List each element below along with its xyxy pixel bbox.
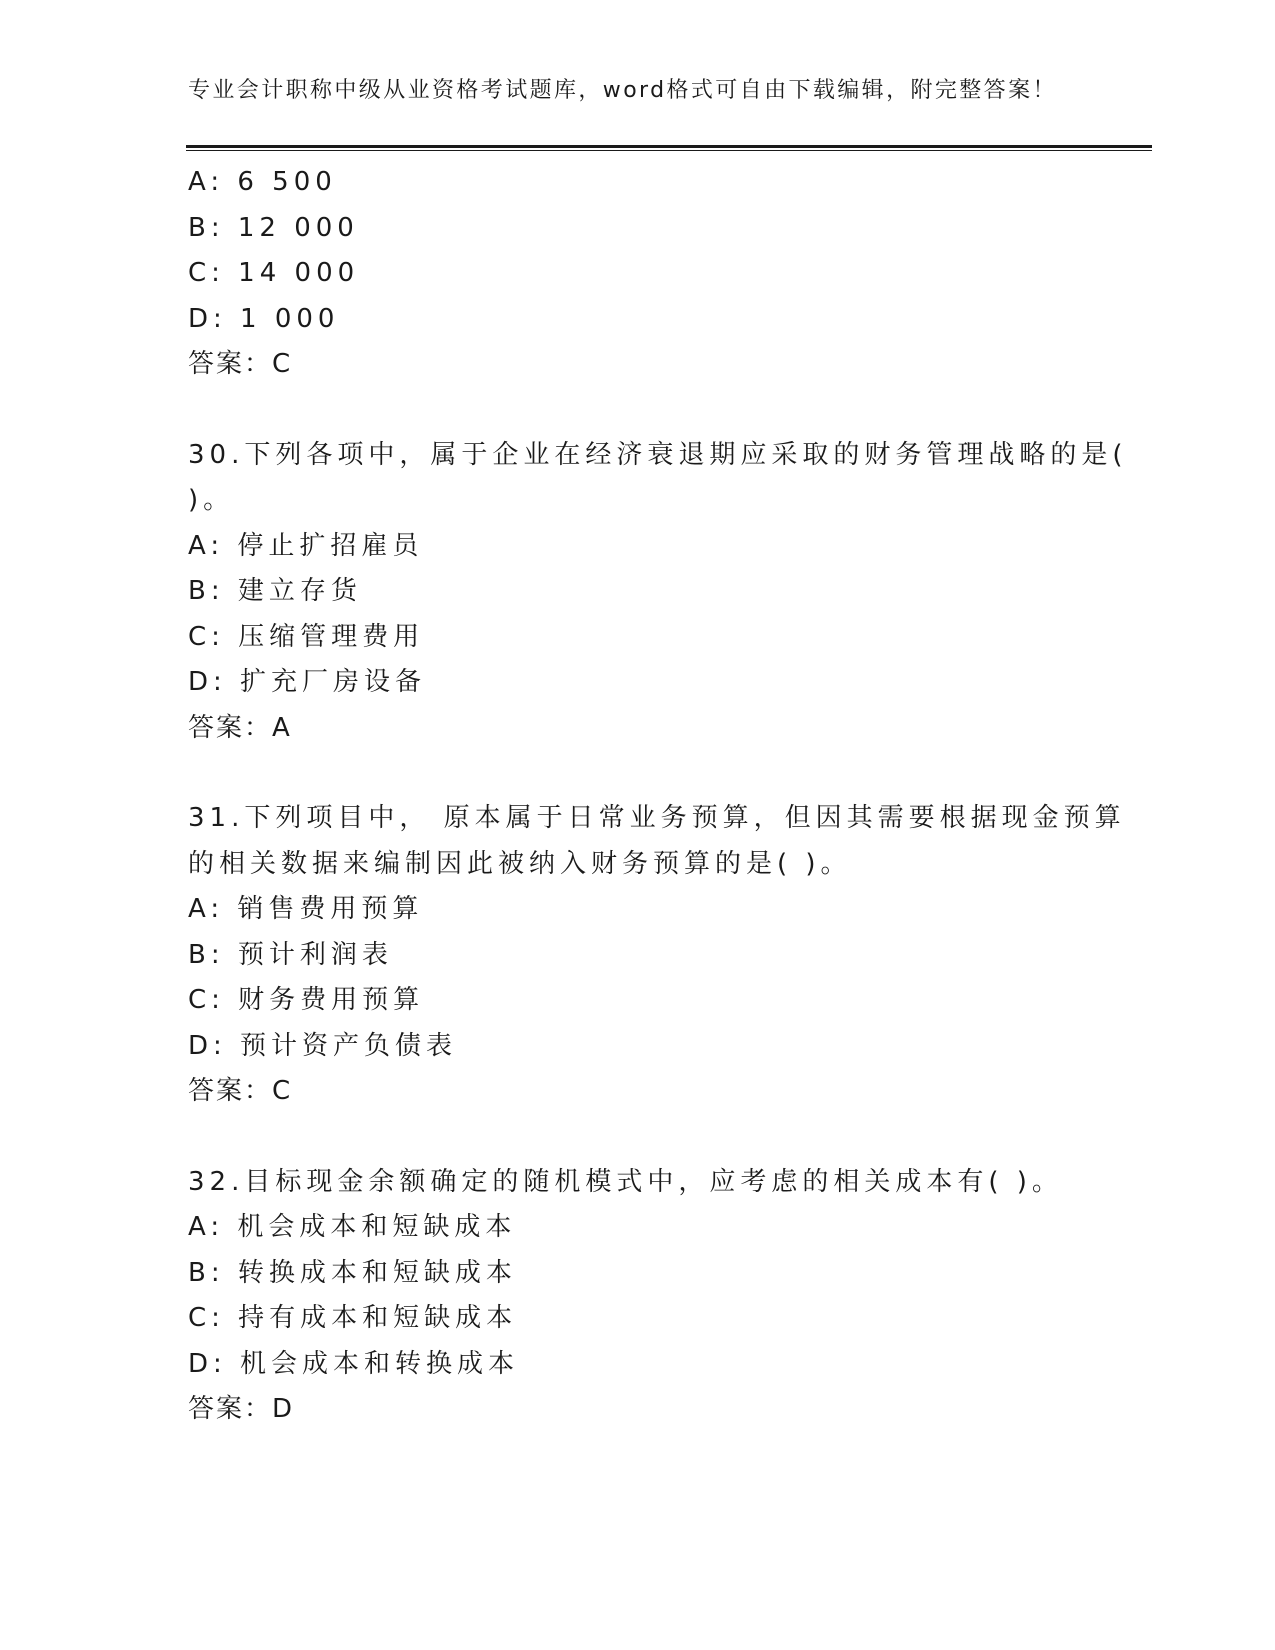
option-c: C: 压缩管理费用 bbox=[188, 621, 425, 652]
option-a: A: 机会成本和短缺成本 bbox=[188, 1212, 517, 1242]
answer-line: 答案：C bbox=[188, 349, 293, 379]
question-block bbox=[188, 796, 1126, 1115]
block-gap bbox=[188, 388, 1068, 433]
question-block bbox=[188, 1160, 1068, 1433]
option-b: B: 转换成本和短缺成本 bbox=[188, 1257, 517, 1288]
question-stem: 30.下列各项中，属于企业在经济衰退期应采取的财务管理战略的是( bbox=[188, 439, 1128, 470]
block-gap bbox=[188, 751, 1068, 796]
question-stem: )。 bbox=[188, 485, 235, 515]
option-b: B: 建立存货 bbox=[188, 576, 362, 606]
option-d: D: 1 000 bbox=[188, 303, 340, 334]
option-a: A: 6 500 bbox=[188, 167, 337, 197]
option-a: A: 停止扩招雇员 bbox=[188, 530, 424, 561]
option-c: C: 14 000 bbox=[188, 258, 360, 288]
answer-line: 答案：D bbox=[188, 1394, 295, 1424]
question-stem: 的相关数据来编制因此被纳入财务预算的是( )。 bbox=[188, 848, 852, 879]
header-rule-thin bbox=[186, 150, 1152, 151]
option-a: A: 销售费用预算 bbox=[188, 894, 424, 924]
question-block bbox=[188, 433, 1128, 752]
option-d: D: 机会成本和转换成本 bbox=[188, 1348, 520, 1379]
header-rule-thick bbox=[186, 145, 1152, 148]
question-list bbox=[188, 160, 1128, 1433]
option-d: D: 扩充厂房设备 bbox=[188, 667, 427, 697]
option-b: B: 12 000 bbox=[188, 212, 359, 243]
block-gap bbox=[188, 1115, 1068, 1160]
page-header: 专业会计职称中级从业资格考试题库，word格式可自由下载编辑，附完整答案！ bbox=[188, 78, 1057, 103]
question-stem: 32.目标现金余额确定的随机模式中，应考虑的相关成本有( )。 bbox=[188, 1166, 1063, 1197]
option-b: B: 预计利润表 bbox=[188, 939, 393, 970]
answer-line: 答案：C bbox=[188, 1076, 293, 1106]
question-block bbox=[188, 160, 1068, 388]
option-d: D: 预计资产负债表 bbox=[188, 1030, 458, 1061]
option-c: C: 财务费用预算 bbox=[188, 985, 425, 1015]
question-stem: 31.下列项目中， 原本属于日常业务预算，但因其需要根据现金预算 bbox=[188, 803, 1126, 833]
answer-line: 答案：A bbox=[188, 712, 292, 743]
option-c: C: 持有成本和短缺成本 bbox=[188, 1303, 518, 1333]
